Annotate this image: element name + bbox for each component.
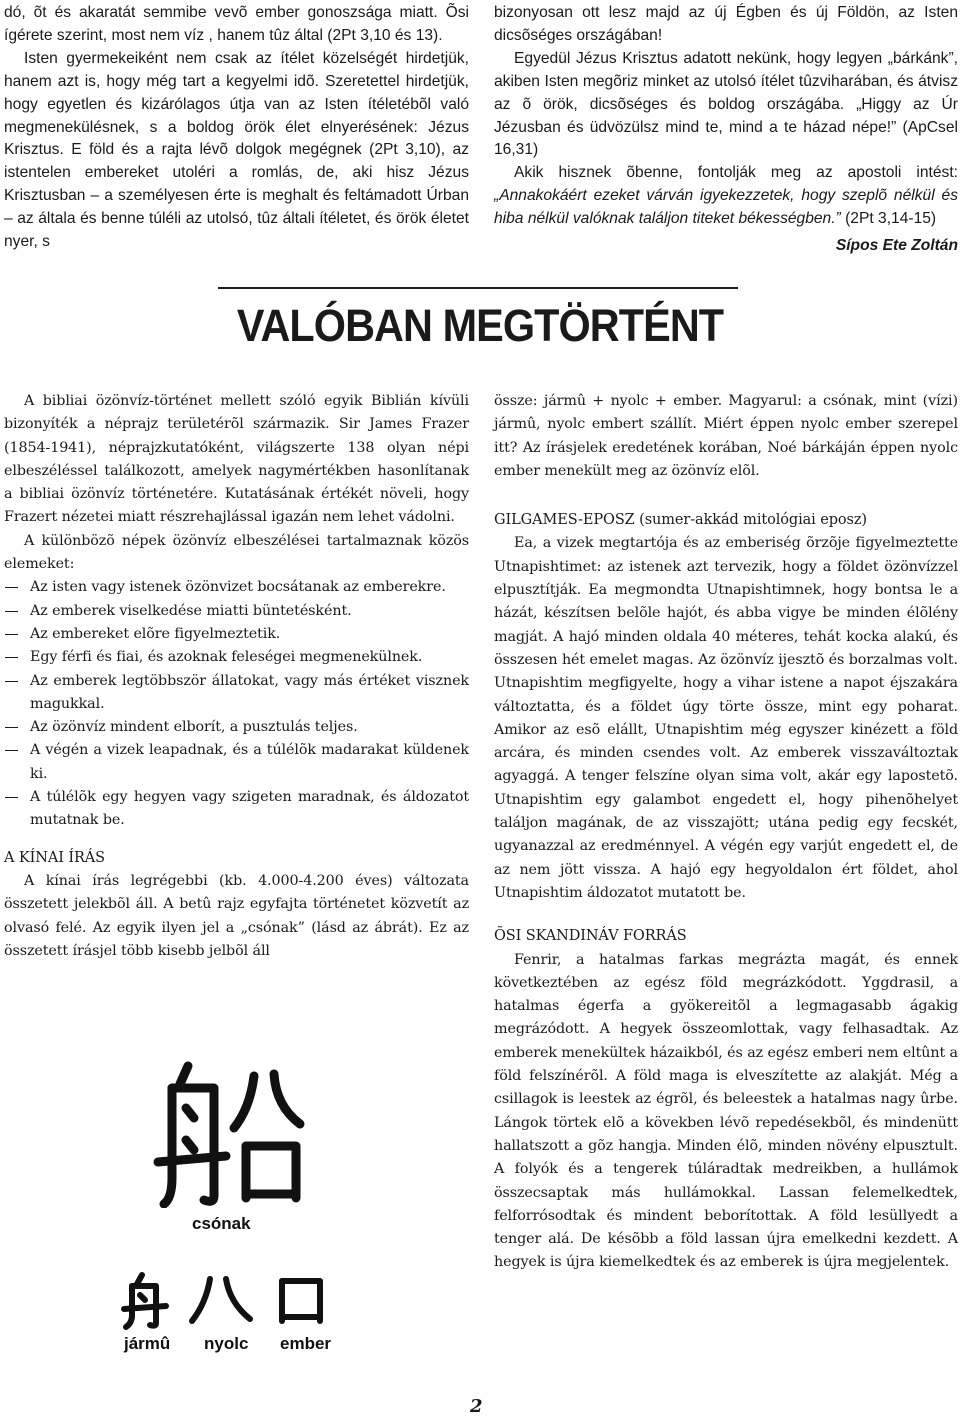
paragraph: Egyedül Jézus Krisztus adatott nekünk, hogy legyen „bárkánk”, akiben Isten megõriz minket az utolsó ítélet tûzviharában, és átvisz az õ örök, dicsõséges és boldog országába. „Higgy az Úr Jézusban és üdvözülsz mind te, mind a te házad népe!” (ApCsel 16,31) <box>494 49 958 159</box>
label-boat: csónak <box>192 1214 251 1233</box>
paragraph: össze: jármû + nyolc + ember. Magyarul: a csónak, mint (vízi) jármû, nyolc embert szállít. Miért éppen nyolc ember szerepel itt? Az írásjelek eredetének korában, Noé bárkáján éppen nyolc ember menekült meg az özönvíz elõl. <box>494 393 958 479</box>
eight-character-icon <box>192 1279 250 1321</box>
label-eight: nyolc <box>204 1334 249 1353</box>
component-characters <box>120 1271 330 1331</box>
paragraph: Isten gyermekeiként nem csak az ítélet közelségét hirdetjük, hanem azt is, hogy még tart a kegyelmi idõ. Szeretettel hirdetjük, hogy egyetlen és kizárólagos útja van az Isten ítéletébõl való megmenekülésnek, s a boldog örök élet elnyerésének: Jézus Krisztus. E föld és a rajta lévõ dolgok megégnek (2Pt 3,10), az istentelen embereket utoléri a romlás, de, aki hisz Jézus Krisztusban – a személyesen érte is meghalt és feltámadott Úrban – az általa és benne túléli az utolsó, tûz általi ítéletet, és örök életet nyer, s <box>4 49 469 251</box>
label-person: ember <box>280 1334 332 1353</box>
list-item: Az isten vagy istenek özönvizet bocsátanak az emberekre. <box>4 576 469 599</box>
exhortation-quote: „Annakokáért ezeket várván igyekezzetek, hogy szeplõ nélkül és hiba nélkül valóknak találjon titeket békességben.” <box>494 187 958 228</box>
article-column-left <box>4 390 469 963</box>
paragraph: A különbözõ népek özönvíz elbeszélései tartalmaznak közös elemeket: <box>4 532 469 573</box>
list-item: Egy férfi és fiai, és azoknak feleségei megmenekülnek. <box>4 646 469 669</box>
paragraph: A kínai írás legrégebbi (kb. 4.000-4.200 éves) változata összetett jelekbõl áll. A betû rajz egyfajta történetet közvetít az olvasó felé. Az egyik ilyen jel a „csónak” (lásd az ábrát). Ez az összetett írásjel több kisebb jelbõl áll <box>4 872 469 959</box>
paragraph-exhortation <box>494 162 958 231</box>
common-elements-list <box>4 576 469 832</box>
exhortation-intro: Akik hisznek õbenne, fontolják meg az apostoli intést: <box>514 164 958 182</box>
list-item: A túlélõk egy hegyen vagy szigeten maradnak, és áldozatot mutatnak be. <box>4 786 469 833</box>
list-item: Az özönvíz mindent elborít, a pusztulás teljes. <box>4 716 469 739</box>
paragraph: bizonyosan ott lesz majd az új Égben és új Földön, az Isten dicsõséges országában! <box>494 4 958 44</box>
section-heading-scandinavian: ÕSI SKANDINÁV FORRÁS <box>494 928 687 945</box>
list-item: A végén a vizek leapadnak, és a túlélõk madarakat küldenek ki. <box>4 739 469 786</box>
person-character-icon <box>282 1281 320 1321</box>
page-number: 2 <box>470 1396 483 1417</box>
article-title: VALÓBAN MEGTÖRTÉNT <box>236 300 724 351</box>
section-heading-gilgamesh: GILGAMES-EPOSZ (sumer-akkád mitológiai eposz) <box>494 512 867 529</box>
section-heading-chinese: A KÍNAI ÍRÁS <box>4 849 105 866</box>
chinese-character-figure <box>120 1058 330 1378</box>
paragraph: Fenrir, a hatalmas farkas megrázta magát, és ennek következtében az egész föld megrázkódott. Yggdrasil, a hatalmas égerfa a gyökereitõl a legmagasabb ágakig megrázódott. A hegyek összeomlottak, vagy felhasadtak. Az emberek menekültek házaikból, és az egész emberi nem eltûnt a föld felszínérõl. A föld maga is elveszítette az alakját. Még a csillagok is leestek az égrõl, és beleestek a hatalmas nagy ûrbe. Lángok törtek elõ a kövekben lévõ repedésekbõl, és mindenütt hallatszott a gõz hangja. Minden élõ, minden növény elpusztult. A folyók és a tengerek túláradtak medreikben, a hullámok összecsaptak más hullámokkal. Lassan felemelkedtek, felforrósodtak és mindent beborítottak. A föld lesüllyedt a tenger alá. De késõbb a föld lassan újra emelkedni kezdett. A hegyek is újra kiemelkedtek és az emberek is újra megjelentek. <box>494 951 958 1271</box>
author-signature: Sípos Ete Zoltán <box>835 237 958 255</box>
list-item: Az emberek legtöbbször állatokat, vagy más értéket visznek magukkal. <box>4 670 469 717</box>
list-item: Az embereket elõre figyelmeztetik. <box>4 623 469 646</box>
exhortation-reference: (2Pt 3,14-15) <box>845 210 937 228</box>
boat-character-icon <box>150 1058 310 1208</box>
article-column-right <box>494 390 958 1275</box>
paragraph: A bibliai özönvíz-történet mellett szóló egyik Biblián kívüli bizonyíték a néprajz területérõl származik. Sir James Frazer (1854-1941), néprajzkutatóként, világszerte 138 olyan népi elbeszéléssel találkozott, amelyek nagymértékben hasonlítanak a bibliai özönvíz történetére. Kutatásának értékét növeli, hogy Frazert nézetei miatt részrehajlással igazán nem lehet vádolni. <box>4 393 469 526</box>
title-divider <box>218 287 738 289</box>
intro-column-right <box>494 2 958 258</box>
vehicle-character-icon <box>124 1275 166 1327</box>
paragraph: Ea, a vizek megtartója és az emberiség õrzõje figyelmeztette Utnapishtimet: az istenek azt tervezik, hogy a földet özönvízzel elpusztítják. Ea megmondta Utnapishtimnek, hogy bontsa le a házát, készítsen belõle hajót, és abba vigye be minden élõlény magját. A hajó minden oldala 40 méteres, tehát kocka alakú, és összesen hét emelet magas. Az özönvíz ijesztõ és borzalmas volt. Utnapishtim megfigyelte, hogy a vihar istene a napot éjszakára változtatta, és a földet úgy törte össze, mint egy poharat. Amikor az esõ elállt, Utnapishtim még egyszer kinézett a föld arcára, és minden csendes volt. Az emberek visszaváltoztak agyaggá. A tenger felszíne olyan sima volt, akár egy lapostetõ. Utnapishtim egy galambot engedett el, hogy pihenõhelyet találjon magának, de az visszajött; utána pedig egy fecskét, ugyanazzal az eredménnyel. A végén egy varjút engedett el, de az nem jött vissza. A hajó egy hegyoldalon ért földet, ahol Utnapishtim áldozatot mutatott be. <box>494 535 958 901</box>
paragraph: dó, õt és akaratát semmibe vevõ ember gonoszsága miatt. Õsi ígérete szerint, most nem víz , hanem tûz által (2Pt 3,10 és 13). <box>4 4 469 44</box>
list-item: Az emberek viselkedése miatti büntetésként. <box>4 600 469 623</box>
label-vehicle: jármû <box>124 1334 171 1353</box>
intro-column-left <box>4 2 469 254</box>
